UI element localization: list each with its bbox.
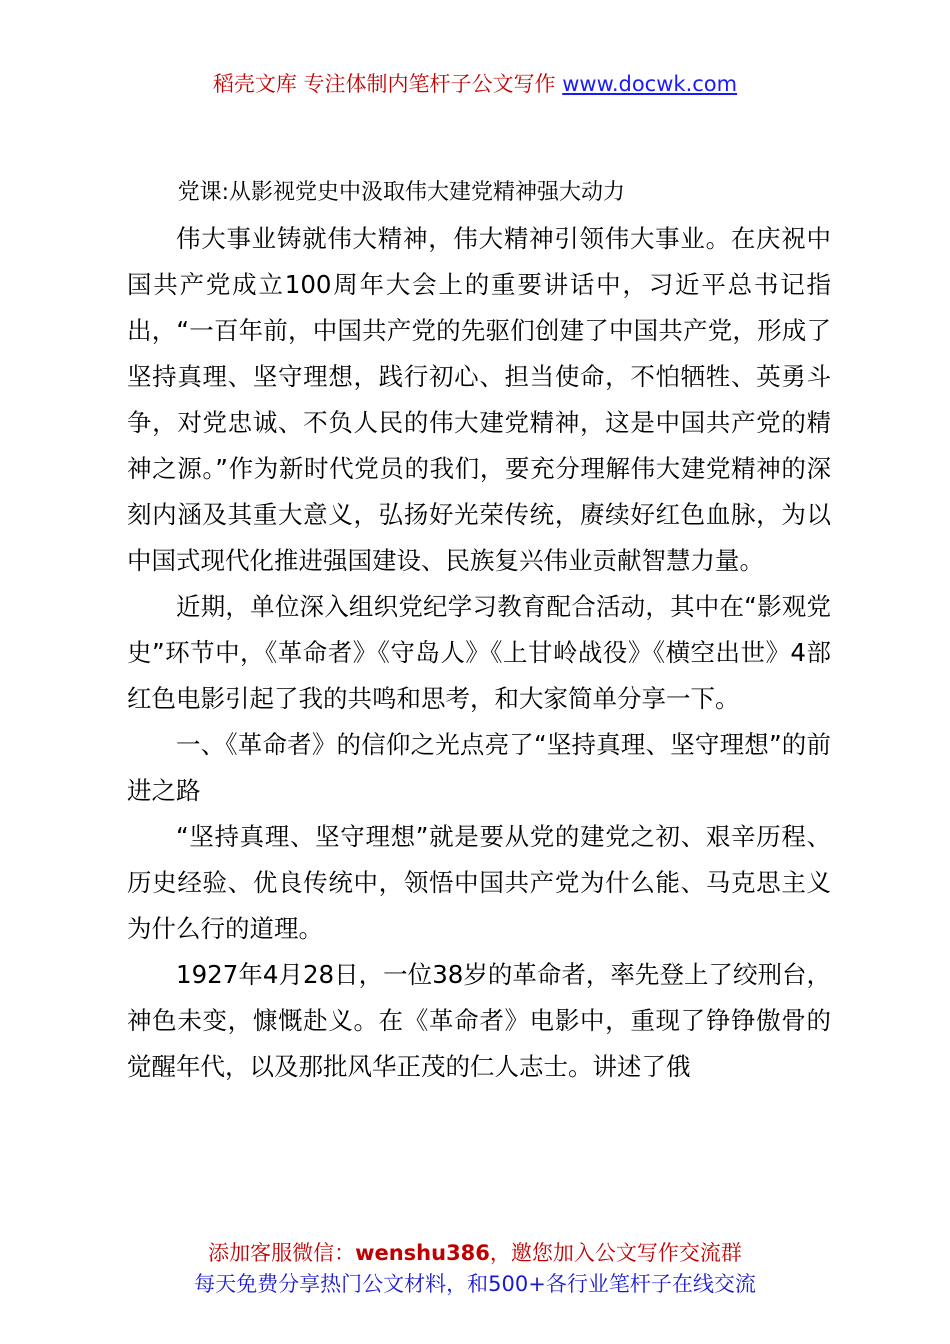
paragraph-2: 近期，单位深入组织党纪学习教育配合活动，其中在“影观党史”环节中，《革命者》《守岛人》《上甘岭战役》《横空出世》4部红色电影引起了我的共鸣和思考，和大家简单分享一下。 bbox=[127, 592, 831, 713]
footer-wechat-id: wenshu386 bbox=[355, 1241, 490, 1265]
page-footer bbox=[0, 1238, 950, 1300]
footer-wechat-prefix: 添加客服微信： bbox=[208, 1241, 356, 1265]
footer-promo-line: 每天免费分享热门公文材料，和500+各行业笔杆子在线交流 bbox=[194, 1272, 756, 1296]
paragraph-1: 伟大事业铸就伟大精神，伟大精神引领伟大事业。在庆祝中国共产党成立100周年大会上的重要讲话中，习近平总书记指出，“一百年前，中国共产党的先驱们创建了中国共产党，形成了坚持真理、坚守理想，践行初心、担当使命，不怕牺牲、英勇斗争，对党忠诚、不负人民的伟大建党精神，这是中国共产党的精神之源。”作为新时代党员的我们，要充分理解伟大建党精神的深刻内涵及其重大意义，弘扬好光荣传统，赓续好红色血脉，为以中国式现代化推进强国建设、民族复兴伟业贡献智慧力量。 bbox=[127, 224, 831, 575]
header-text: 稻壳文库 专注体制内笔杆子公文写作 bbox=[212, 72, 563, 96]
footer-wechat-suffix: ，邀您加入公文写作交流群 bbox=[489, 1241, 742, 1265]
page-header bbox=[0, 70, 950, 98]
header-website-link[interactable]: www.docwk.com bbox=[562, 72, 738, 96]
document-title: 党课:从影视党史中汲取伟大建党精神强大动力 bbox=[177, 180, 626, 205]
paragraph-4: 1927年4月28日，一位38岁的革命者，率先登上了绞刑台，神色未变，慷慨赴义。在《革命者》电影中，重现了铮铮傲骨的觉醒年代，以及那批风华正茂的仁人志士。讲述了俄 bbox=[127, 960, 831, 1081]
paragraph-3: “坚持真理、坚守理想”就是要从党的建党之初、艰辛历程、历史经验、优良传统中，领悟中国共产党为什么能、马克思主义为什么行的道理。 bbox=[127, 822, 831, 943]
document-body bbox=[127, 170, 831, 1090]
footer-wechat-line bbox=[0, 1238, 950, 1269]
section-heading-1: 一、《革命者》的信仰之光点亮了“坚持真理、坚守理想”的前进之路 bbox=[127, 730, 831, 805]
